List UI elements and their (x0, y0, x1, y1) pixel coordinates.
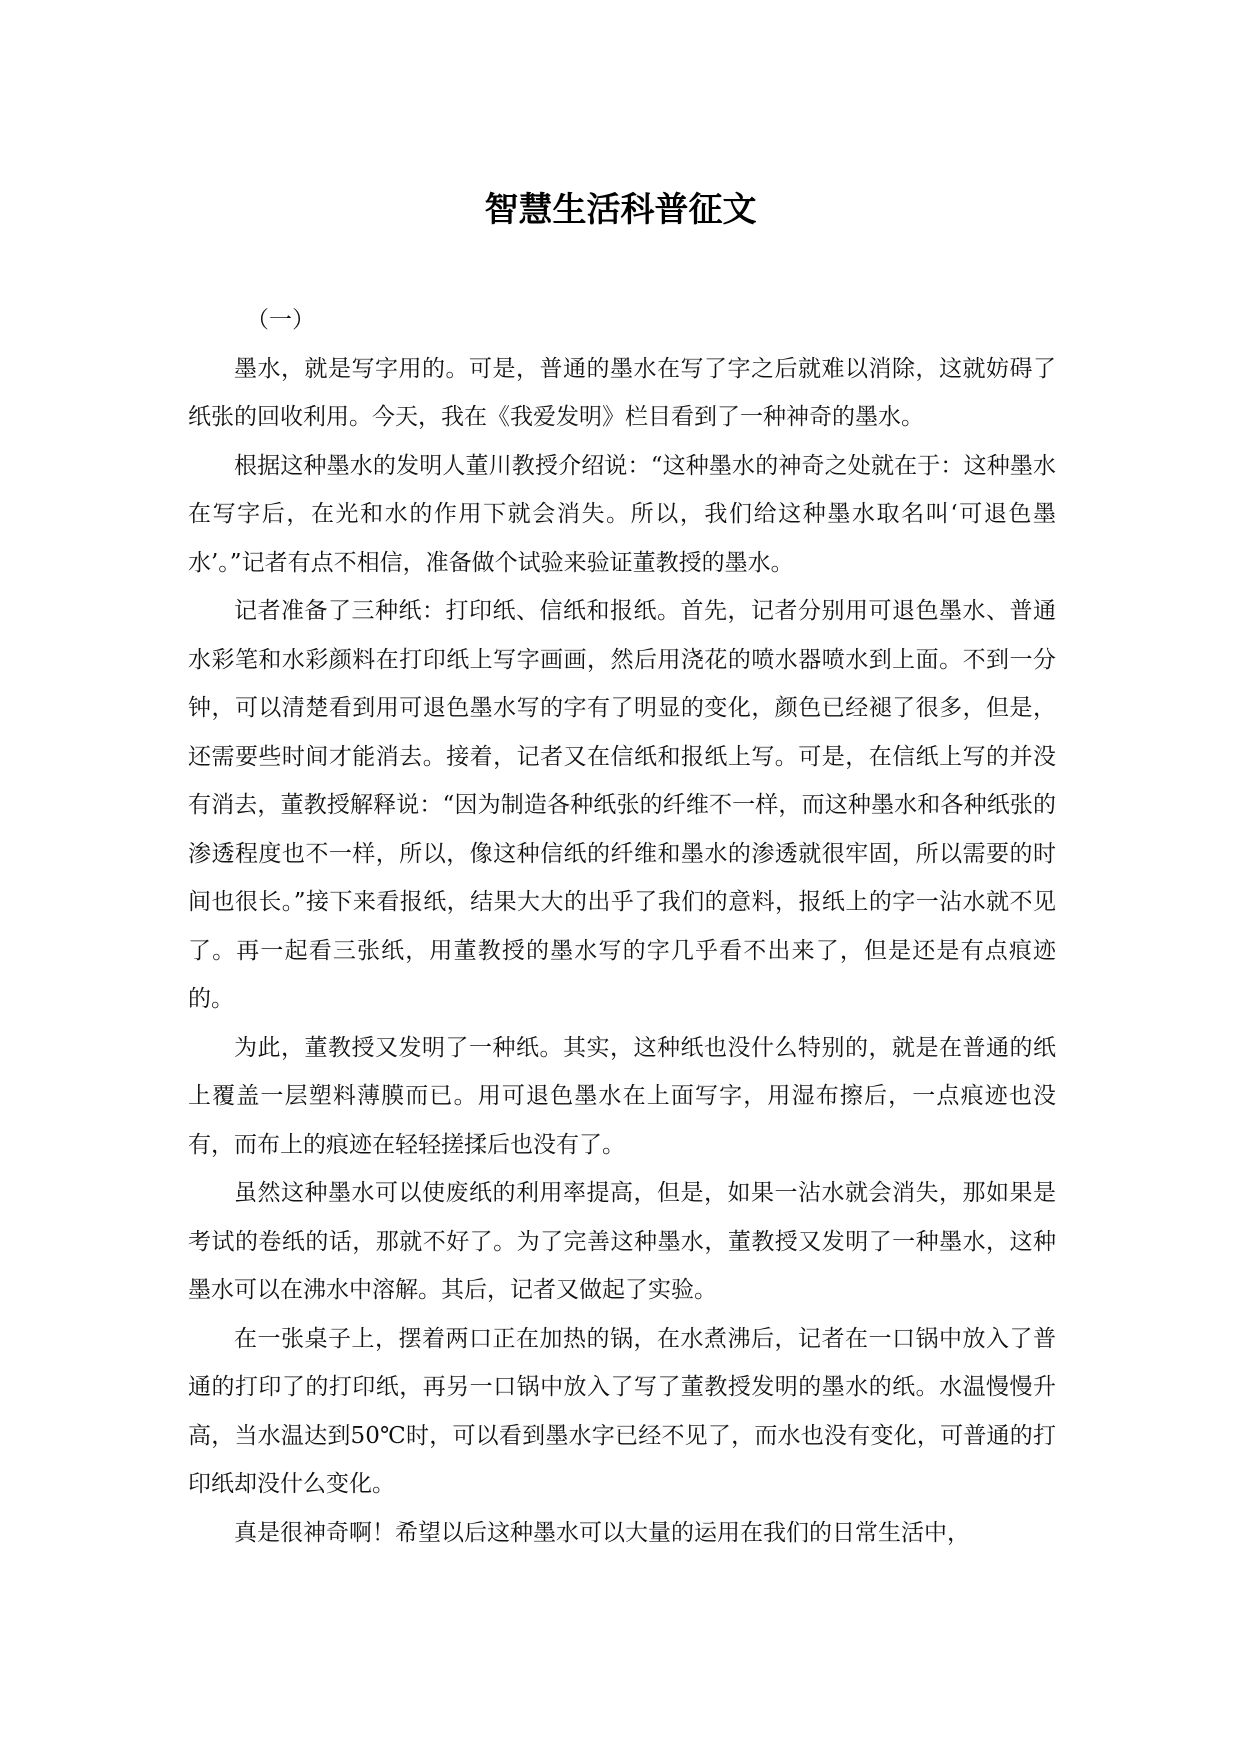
paragraph-7: 真是很神奇啊！希望以后这种墨水可以大量的运用在我们的日常生活中， (234, 1519, 970, 1546)
document-body (188, 296, 1056, 1557)
paragraph-3: 记者准备了三种纸：打印纸、信纸和报纸。首先，记者分别用可退色墨水、普通水彩笔和水彩颜料在打印纸上写字画画，然后用浇花的喷水器喷水到上面。不到一分钟，可以清楚看到用可退色墨水写的字有了明显的变化，颜色已经褪了很多，但是，还需要些时间才能消去。接着，记者又在信纸和报纸上写。可是，在信纸上写的并没有消去，董教授解释说：“因为制造各种纸张的纤维不一样，而这种墨水和各种纸张的渗透程度也不一样，所以，像这种信纸的纤维和墨水的渗透就很牢固，所以需要的时间也很长。”接下来看报纸，结果大大的出乎了我们的意料，报纸上的字一沾水就不见了。再一起看三张纸，用董教授的墨水写的字几乎看不出来了，但是还是有点痕迹的。 (188, 598, 1056, 1012)
document-title: 智慧生活科普征文 (484, 190, 757, 230)
paragraph-4: 为此，董教授又发明了一种纸。其实，这种纸也没什么特别的，就是在普通的纸上覆盖一层塑料薄膜而已。用可退色墨水在上面写字，用湿布擦后，一点痕迹也没有，而布上的痕迹在轻轻搓揉后也没有了。 (188, 1034, 1056, 1158)
paragraph-2: 根据这种墨水的发明人董川教授介绍说：“这种墨水的神奇之处就在于：这种墨水在写字后，在光和水的作用下就会消失。所以，我们给这种墨水取名叫‘可退色墨水’。”记者有点不相信，准备做个试验来验证董教授的墨水。 (188, 452, 1056, 576)
paragraph-1: 墨水，就是写字用的。可是，普通的墨水在写了字之后就难以消除，这就妨碍了纸张的回收利用。今天，我在《我爱发明》栏目看到了一种神奇的墨水。 (188, 355, 1056, 430)
section-label: （一） (246, 307, 315, 333)
paragraph-6: 在一张桌子上，摆着两口正在加热的锅，在水煮沸后，记者在一口锅中放入了普通的打印了的打印纸，再另一口锅中放入了写了董教授发明的墨水的纸。水温慢慢升高，当水温达到50℃时，可以看到墨水字已经不见了，而水也没有变化，可普通的打印纸却没什么变化。 (188, 1325, 1056, 1497)
paragraph-5: 虽然这种墨水可以使废纸的利用率提高，但是，如果一沾水就会消失，那如果是考试的卷纸的话，那就不好了。为了完善这种墨水，董教授又发明了一种墨水，这种墨水可以在沸水中溶解。其后，记者又做起了实验。 (188, 1180, 1056, 1303)
